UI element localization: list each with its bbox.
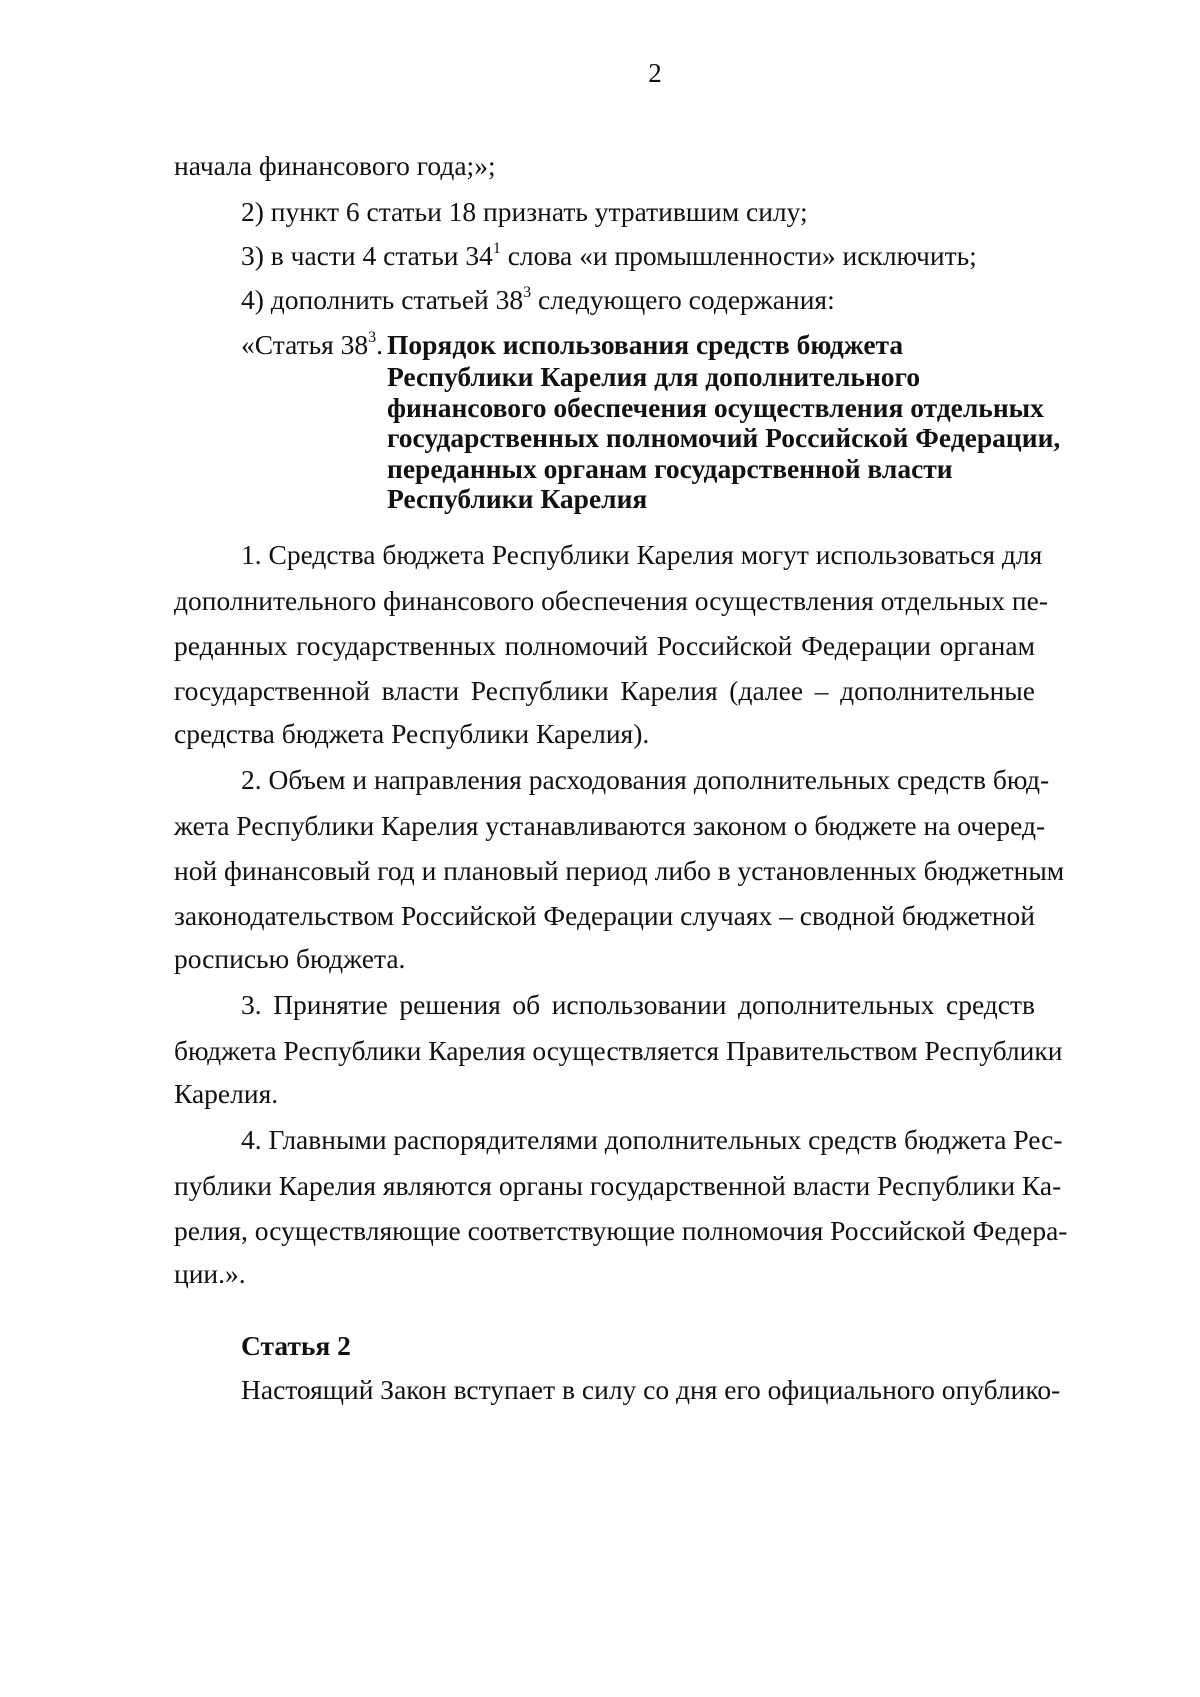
article-heading-prefix xyxy=(241,331,383,359)
list-item-3-text-end: слова «и промышленности» исключить; xyxy=(500,240,977,271)
paragraph-1-line: средства бюджета Республики Карелия). xyxy=(174,718,650,749)
list-item-4-text: 4) дополнить статьей 38 xyxy=(241,284,524,315)
paragraph-4-line: публики Карелия являются органы государственной власти Республики Ка- xyxy=(174,1170,1062,1201)
list-item-3-superscript: 1 xyxy=(492,240,501,257)
list-item-2: 2) пункт 6 статьи 18 признать утратившим силу; xyxy=(241,196,808,227)
article-heading-line: Порядок использования средств бюджета xyxy=(387,329,904,360)
article-heading-line: финансового обеспечения осуществления отдельных xyxy=(387,392,1044,423)
article-heading-superscript: 3 xyxy=(368,329,377,346)
article-heading-line: государственных полномочий Российской Федерации, xyxy=(387,422,1061,453)
article-heading-line: Республики Карелия для дополнительного xyxy=(387,361,921,392)
paragraph-3-line: бюджета Республики Карелия осуществляется Правительством Республики xyxy=(174,1035,1063,1066)
paragraph-1-line: государственной власти Республики Карелия (далее – дополнительные xyxy=(174,675,1035,706)
list-item-4-text-end: следующего содержания: xyxy=(531,284,835,315)
paragraph-2-line: законодательством Российской Федерации случаях – сводной бюджетной xyxy=(174,900,1035,931)
paragraph-4-line: ции.». xyxy=(174,1258,246,1289)
article-heading-line: Республики Карелия xyxy=(387,483,648,514)
article-2-heading: Статья 2 xyxy=(241,1330,351,1361)
paragraph-4-line: 4. Главными распорядителями дополнительных средств бюджета Рес- xyxy=(241,1124,1063,1155)
list-item-4-superscript: 3 xyxy=(523,284,532,301)
paragraph-2-line: 2. Объем и направления расходования дополнительных средств бюд- xyxy=(241,764,1050,795)
continuation-line: начала финансового года;»; xyxy=(174,150,496,181)
paragraph-1-line: 1. Средства бюджета Республики Карелия могут использоваться для xyxy=(241,539,1043,570)
paragraph-2-line: росписью бюджета. xyxy=(174,943,406,974)
paragraph-2-line: ной финансовый год и плановый период либо в установленных бюджетным xyxy=(174,855,1065,886)
list-item-4 xyxy=(241,286,835,314)
article-heading-dot: . xyxy=(376,329,384,360)
article-heading-label: «Статья 38 xyxy=(241,329,369,360)
list-item-3-text: 3) в части 4 статьи 34 xyxy=(241,240,493,271)
list-item-3 xyxy=(241,242,977,270)
paragraph-3-line: 3. Принятие решения об использовании дополнительных средств xyxy=(241,989,1035,1020)
paragraph-3-line: Карелия. xyxy=(174,1078,279,1109)
paragraph-1-line: реданных государственных полномочий Российской Федерации органам xyxy=(174,630,1035,661)
article-2-text: Настоящий Закон вступает в силу со дня его официального опублико- xyxy=(241,1374,1061,1405)
paragraph-2-line: жета Республики Карелия устанавливаются законом о бюджете на очеред- xyxy=(174,810,1046,841)
page-number: 2 xyxy=(648,58,662,88)
paragraph-4-line: релия, осуществляющие соответствующие полномочия Российской Федера- xyxy=(174,1215,1068,1246)
paragraph-1-line: дополнительного финансового обеспечения осуществления отдельных пе- xyxy=(174,585,1049,616)
article-heading-line: переданных органам государственной власти xyxy=(387,453,953,484)
